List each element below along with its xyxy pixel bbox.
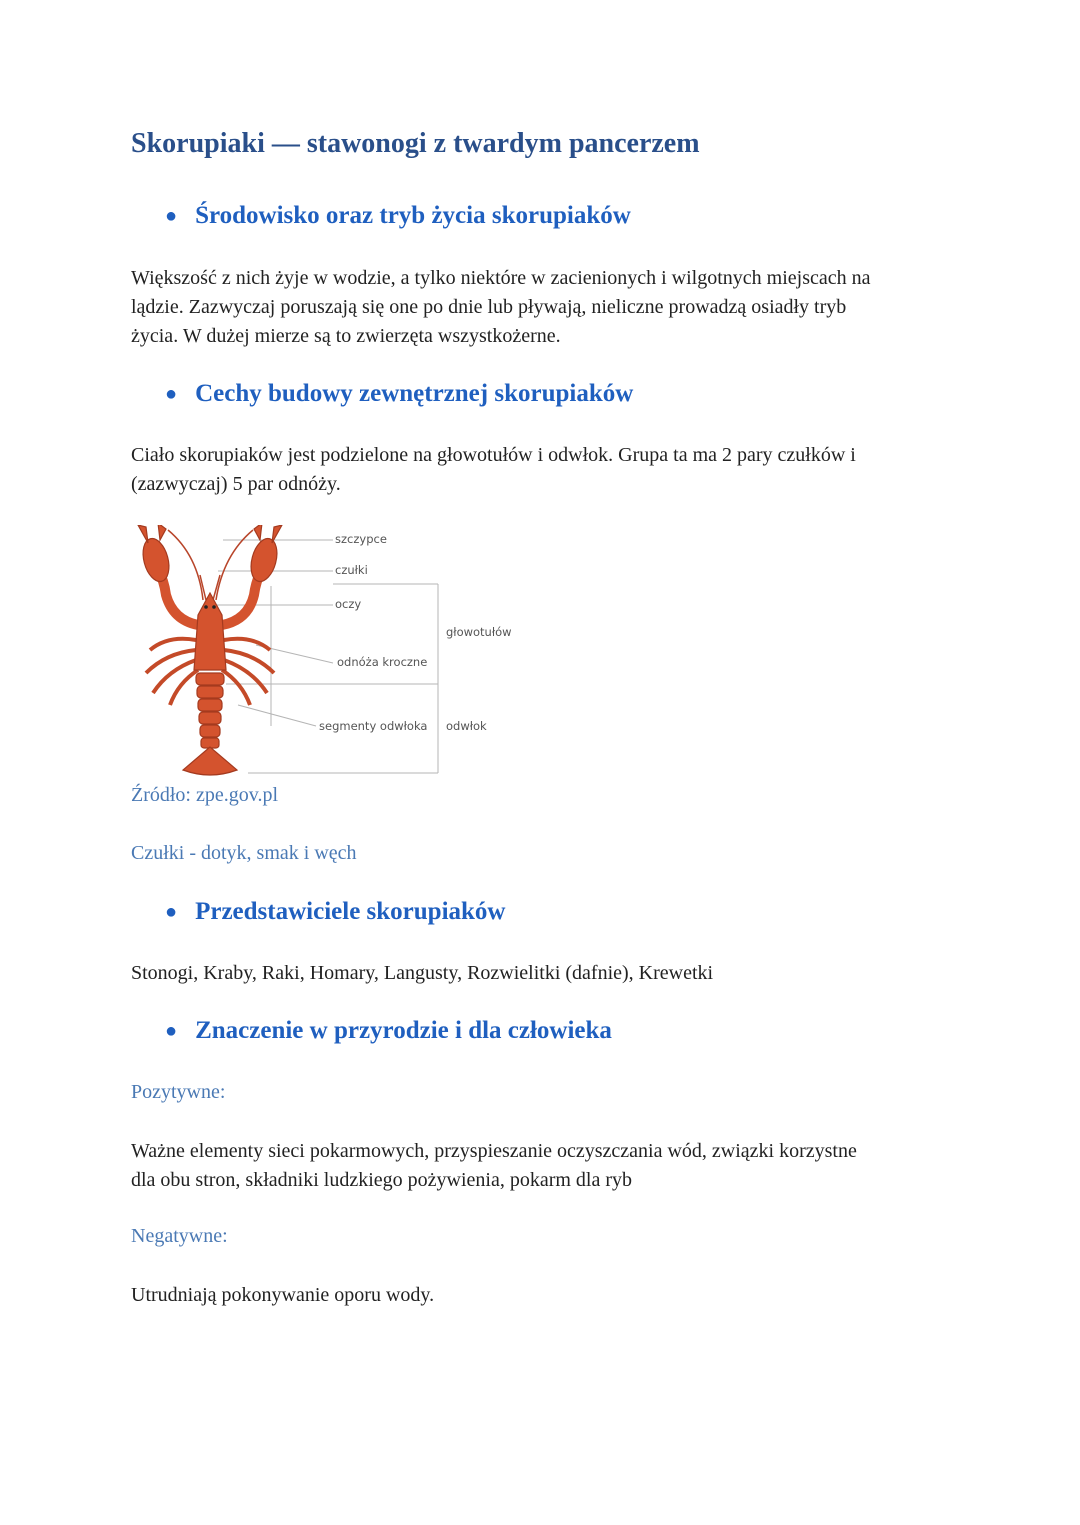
label-abdomen-segments: segmenty odwłoka bbox=[319, 719, 428, 733]
label-eyes: oczy bbox=[335, 597, 362, 611]
section-heading-text: Cechy budowy zewnętrznej skorupiaków bbox=[195, 380, 634, 407]
paragraph-line: Większość z nich żyje w wodzie, a tylko niektóre w zacienionych i wilgotnych miejscach na bbox=[131, 267, 871, 289]
representatives-paragraph bbox=[131, 959, 951, 988]
section-heading-text: Znaczenie w przyrodzie i dla człowieka bbox=[195, 1017, 612, 1044]
positive-label: Pozytywne: bbox=[131, 1081, 226, 1103]
paragraph-line: lądzie. Zazwyczaj poruszają się one po dnie lub pływają, nieliczne prowadzą osiadły tryb bbox=[131, 296, 847, 318]
positive-paragraph bbox=[131, 1137, 951, 1195]
section-heading-importance bbox=[165, 1017, 612, 1045]
paragraph-line: dla obu stron, składniki ludzkiego pożywienia, pokarm dla ryb bbox=[131, 1169, 633, 1191]
label-abdomen: odwłok bbox=[446, 719, 487, 733]
section-heading-structure bbox=[165, 380, 633, 408]
environment-paragraph bbox=[131, 264, 951, 351]
paragraph-line: Ciało skorupiaków jest podzielone na głowotułów i odwłok. Grupa ta ma 2 pary czułków i bbox=[131, 444, 856, 466]
bullet-icon: ● bbox=[165, 382, 178, 405]
paragraph-line: Utrudniają pokonywanie oporu wody. bbox=[131, 1284, 435, 1306]
crayfish-illustration bbox=[128, 525, 528, 780]
label-claws: szczypce bbox=[335, 532, 387, 546]
bullet-icon: ● bbox=[165, 1019, 178, 1042]
paragraph-line: (zazwyczaj) 5 par odnóży. bbox=[131, 473, 341, 495]
label-antennae: czułki bbox=[335, 563, 368, 577]
bullet-icon: ● bbox=[165, 900, 178, 923]
label-cephalothorax: głowotułów bbox=[446, 625, 512, 639]
crayfish-diagram bbox=[128, 525, 528, 780]
section-heading-environment bbox=[165, 202, 631, 230]
paragraph-line: życia. W dużej mierze są to zwierzęta wszystkożerne. bbox=[131, 325, 561, 347]
bullet-icon: ● bbox=[165, 204, 178, 227]
paragraph-line: Stonogi, Kraby, Raki, Homary, Langusty, Rozwielitki (dafnie), Krewetki bbox=[131, 962, 714, 984]
section-heading-representatives bbox=[165, 898, 505, 926]
source-note: Źródło: zpe.gov.pl bbox=[131, 784, 279, 806]
section-heading-text: Środowisko oraz tryb życia skorupiaków bbox=[195, 202, 631, 229]
antennae-note: Czułki - dotyk, smak i węch bbox=[131, 842, 357, 864]
negative-paragraph bbox=[131, 1281, 951, 1310]
paragraph-line: Ważne elementy sieci pokarmowych, przyspieszanie oczyszczania wód, związki korzystne bbox=[131, 1140, 857, 1162]
page-title: Skorupiaki — stawonogi z twardym pancerzem bbox=[131, 128, 700, 159]
negative-label: Negatywne: bbox=[131, 1225, 228, 1247]
structure-paragraph bbox=[131, 441, 951, 499]
label-walking-legs: odnóża kroczne bbox=[337, 655, 428, 669]
section-heading-text: Przedstawiciele skorupiaków bbox=[195, 898, 506, 925]
